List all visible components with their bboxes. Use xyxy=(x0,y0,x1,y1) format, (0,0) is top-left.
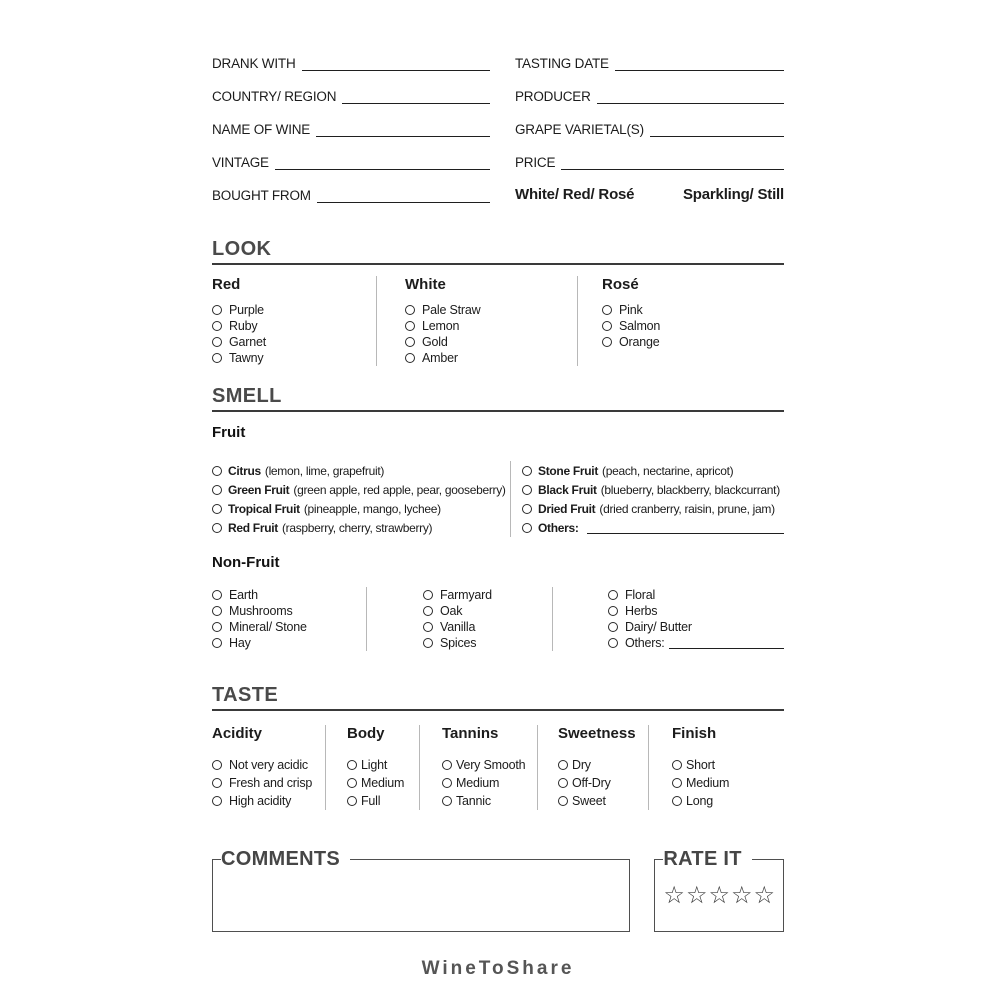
option-row-red-fruit[interactable] xyxy=(212,518,510,537)
option-row-lemon[interactable] xyxy=(405,318,577,334)
option-label: Black Fruit xyxy=(538,482,597,497)
option-row-tannic[interactable] xyxy=(442,792,537,810)
option-row-short[interactable] xyxy=(672,756,784,774)
country-region-label: COUNTRY/ REGION xyxy=(212,89,337,104)
option-row-floral[interactable] xyxy=(608,587,784,603)
option-label: Salmon xyxy=(619,319,661,333)
option-label: Dry xyxy=(572,758,591,772)
option-label: Pale Straw xyxy=(422,303,481,317)
radio-circle-icon[interactable] xyxy=(522,485,532,495)
option-label: Purple xyxy=(229,303,264,317)
field-vintage xyxy=(212,155,490,170)
option-label: Stone Fruit xyxy=(538,463,599,478)
country-region-input-line[interactable] xyxy=(342,91,490,104)
option-row-mineral-stone[interactable] xyxy=(212,619,366,635)
option-row-amber[interactable] xyxy=(405,350,577,366)
radio-circle-icon[interactable] xyxy=(602,321,612,331)
option-label: Mineral/ Stone xyxy=(229,620,307,634)
look-column-rose xyxy=(577,276,784,366)
option-label: Others: xyxy=(538,520,579,535)
option-desc: (raspberry, cherry, strawberry) xyxy=(281,520,433,535)
grape-varietals-input-line[interactable] xyxy=(650,124,784,137)
option-row-fruit-others[interactable] xyxy=(522,518,784,537)
fruit-columns xyxy=(212,461,784,537)
field-country-region xyxy=(212,89,490,104)
option-row-vanilla[interactable] xyxy=(423,619,552,635)
radio-circle-icon[interactable] xyxy=(522,504,532,514)
option-label: Fresh and crisp xyxy=(229,776,313,790)
look-section-title: LOOK xyxy=(212,238,272,260)
option-row-herbs[interactable] xyxy=(608,603,784,619)
option-label: Dairy/ Butter xyxy=(625,620,692,634)
rate-it-title: RATE IT xyxy=(663,848,742,870)
option-row-farmyard[interactable] xyxy=(423,587,552,603)
acidity-title: Acidity xyxy=(212,725,263,742)
option-label: Amber xyxy=(422,351,458,365)
bought-from-input-line[interactable] xyxy=(317,190,490,203)
option-row-orange[interactable] xyxy=(602,334,784,350)
wine-type-choice[interactable]: White/ Red/ Rosé xyxy=(515,186,635,203)
drank-with-input-line[interactable] xyxy=(302,58,491,71)
option-row-dry[interactable] xyxy=(558,756,648,774)
name-of-wine-input-line[interactable] xyxy=(316,124,490,137)
rose-column-title: Rosé xyxy=(602,276,639,293)
red-column-title: Red xyxy=(212,276,241,293)
option-label: Red Fruit xyxy=(228,520,278,535)
wine-type-row xyxy=(515,186,784,203)
header-right-column xyxy=(515,56,784,221)
price-label: PRICE xyxy=(515,155,556,170)
radio-circle-icon[interactable] xyxy=(212,353,222,363)
option-row-oak[interactable] xyxy=(423,603,552,619)
option-row-salmon[interactable] xyxy=(602,318,784,334)
radio-circle-icon[interactable] xyxy=(608,606,618,616)
radio-circle-icon[interactable] xyxy=(405,321,415,331)
option-label: Medium xyxy=(361,776,405,790)
option-label: Dried Fruit xyxy=(538,501,596,516)
radio-circle-icon[interactable] xyxy=(608,590,618,600)
taste-columns xyxy=(212,725,784,810)
radio-circle-icon[interactable] xyxy=(442,796,452,806)
radio-circle-icon[interactable] xyxy=(423,638,433,648)
sweetness-title: Sweetness xyxy=(558,725,636,742)
star-icon[interactable]: ☆ xyxy=(753,881,775,909)
radio-circle-icon[interactable] xyxy=(522,523,532,533)
option-row-full[interactable] xyxy=(347,792,419,810)
option-row-earth[interactable] xyxy=(212,587,366,603)
comments-text-area[interactable] xyxy=(221,870,621,922)
radio-circle-icon[interactable] xyxy=(608,622,618,632)
radio-circle-icon[interactable] xyxy=(347,778,357,788)
radio-circle-icon[interactable] xyxy=(672,778,682,788)
option-label: Pink xyxy=(619,303,643,317)
option-label: Floral xyxy=(625,588,656,602)
field-producer xyxy=(515,89,784,104)
option-row-tropical-fruit[interactable] xyxy=(212,499,510,518)
option-row-mushrooms[interactable] xyxy=(212,603,366,619)
taste-column-acidity xyxy=(212,725,325,810)
option-row-pale-straw[interactable] xyxy=(405,302,577,318)
tasting-date-label: TASTING DATE xyxy=(515,56,609,71)
radio-circle-icon[interactable] xyxy=(672,796,682,806)
radio-circle-icon[interactable] xyxy=(212,321,222,331)
bottom-row xyxy=(212,848,784,932)
fruit-column-left xyxy=(212,461,510,537)
option-label: Garnet xyxy=(229,335,267,349)
non-fruit-column-1 xyxy=(212,587,366,651)
radio-circle-icon[interactable] xyxy=(212,485,222,495)
option-label: Citrus xyxy=(228,463,261,478)
radio-circle-icon[interactable] xyxy=(442,778,452,788)
look-section-rule xyxy=(212,263,784,265)
radio-circle-icon[interactable] xyxy=(558,760,568,770)
star-icon[interactable]: ☆ xyxy=(708,881,730,909)
radio-circle-icon[interactable] xyxy=(212,606,222,616)
fruit-subtitle: Fruit xyxy=(212,424,246,441)
radio-circle-icon[interactable] xyxy=(405,337,415,347)
option-label: Ruby xyxy=(229,319,258,333)
radio-circle-icon[interactable] xyxy=(558,796,568,806)
white-column-title: White xyxy=(405,276,446,293)
option-label: Light xyxy=(361,758,388,772)
option-row-sweet[interactable] xyxy=(558,792,648,810)
option-desc: (dried cranberry, raisin, prune, jam) xyxy=(599,501,775,516)
radio-circle-icon[interactable] xyxy=(347,796,357,806)
star-icon[interactable]: ☆ xyxy=(730,881,753,909)
option-desc: (peach, nectarine, apricot) xyxy=(602,463,734,478)
radio-circle-icon[interactable] xyxy=(608,638,618,648)
radio-circle-icon[interactable] xyxy=(558,778,568,788)
tasting-date-input-line[interactable] xyxy=(615,58,784,71)
radio-circle-icon[interactable] xyxy=(602,305,612,315)
producer-input-line[interactable] xyxy=(597,91,784,104)
option-label: High acidity xyxy=(229,794,292,808)
radio-circle-icon[interactable] xyxy=(212,305,222,315)
finish-title: Finish xyxy=(672,725,717,742)
option-row-green-fruit[interactable] xyxy=(212,480,510,499)
taste-section-rule xyxy=(212,709,784,711)
bought-from-label: BOUGHT FROM xyxy=(212,188,311,203)
star-rating xyxy=(663,870,775,920)
option-label: Sweet xyxy=(572,794,606,808)
option-label: Not very acidic xyxy=(229,758,308,772)
radio-circle-icon[interactable] xyxy=(672,760,682,770)
option-label: Very Smooth xyxy=(456,758,526,772)
radio-circle-icon[interactable] xyxy=(212,760,222,770)
look-column-white xyxy=(376,276,577,366)
option-row-fresh-and-crisp[interactable] xyxy=(212,774,325,792)
smell-section-rule xyxy=(212,410,784,412)
radio-circle-icon[interactable] xyxy=(522,466,532,476)
field-price xyxy=(515,155,784,170)
field-bought-from xyxy=(212,188,490,203)
wine-style-choice[interactable]: Sparkling/ Still xyxy=(683,186,784,203)
radio-circle-icon[interactable] xyxy=(405,305,415,315)
nonfruit-others-input-line[interactable] xyxy=(669,638,784,649)
option-desc: (blueberry, blackberry, blackcurrant) xyxy=(600,482,780,497)
drank-with-label: DRANK WITH xyxy=(212,56,296,71)
radio-circle-icon[interactable] xyxy=(347,760,357,770)
brand-logo-text: WineToShare xyxy=(421,958,575,979)
option-row-dried-fruit[interactable] xyxy=(522,499,784,518)
fruit-column-right xyxy=(510,461,784,537)
comments-title: COMMENTS xyxy=(221,848,341,870)
body-title: Body xyxy=(347,725,385,742)
header-left-column xyxy=(212,56,490,221)
option-label: Vanilla xyxy=(440,620,476,634)
radio-circle-icon[interactable] xyxy=(212,590,222,600)
option-row-ruby[interactable] xyxy=(212,318,376,334)
radio-circle-icon[interactable] xyxy=(212,523,222,533)
option-row-gold[interactable] xyxy=(405,334,577,350)
radio-circle-icon[interactable] xyxy=(423,606,433,616)
star-icon[interactable]: ☆ xyxy=(663,881,685,909)
option-row-spices[interactable] xyxy=(423,635,552,651)
name-of-wine-label: NAME OF WINE xyxy=(212,122,311,137)
look-columns xyxy=(212,276,784,366)
comments-box xyxy=(212,848,630,932)
radio-circle-icon[interactable] xyxy=(212,796,222,806)
radio-circle-icon[interactable] xyxy=(602,337,612,347)
tannins-title: Tannins xyxy=(442,725,499,742)
sheet-content xyxy=(212,56,784,980)
option-label: Tropical Fruit xyxy=(228,501,300,516)
option-row-body-medium[interactable] xyxy=(347,774,419,792)
option-row-dairy-butter[interactable] xyxy=(608,619,784,635)
taste-column-finish xyxy=(648,725,784,810)
smell-section-title: SMELL xyxy=(212,385,282,407)
non-fruit-column-3 xyxy=(552,587,784,651)
taste-column-sweetness xyxy=(537,725,648,810)
option-label: Gold xyxy=(422,335,448,349)
option-label: Medium xyxy=(686,776,730,790)
look-column-red xyxy=(212,276,376,366)
option-row-finish-medium[interactable] xyxy=(672,774,784,792)
option-label: Spices xyxy=(440,636,477,650)
option-desc: (pineapple, mango, lychee) xyxy=(303,501,441,516)
option-label: Full xyxy=(361,794,381,808)
non-fruit-columns xyxy=(212,587,784,651)
radio-circle-icon[interactable] xyxy=(212,337,222,347)
field-drank-with xyxy=(212,56,490,71)
option-label: Earth xyxy=(229,588,258,602)
option-row-citrus[interactable] xyxy=(212,461,510,480)
option-label: Others: xyxy=(625,636,665,650)
option-label: Green Fruit xyxy=(228,482,290,497)
option-row-pink[interactable] xyxy=(602,302,784,318)
option-row-very-smooth[interactable] xyxy=(442,756,537,774)
radio-circle-icon[interactable] xyxy=(212,622,222,632)
non-fruit-subtitle: Non-Fruit xyxy=(212,554,280,571)
vintage-label: VINTAGE xyxy=(212,155,269,170)
option-label: Herbs xyxy=(625,604,658,618)
field-name-of-wine xyxy=(212,122,490,137)
option-label: Off-Dry xyxy=(572,776,611,790)
radio-circle-icon[interactable] xyxy=(212,504,222,514)
option-label: Lemon xyxy=(422,319,460,333)
option-label: Medium xyxy=(456,776,500,790)
option-row-purple[interactable] xyxy=(212,302,376,318)
vintage-input-line[interactable] xyxy=(275,157,490,170)
star-icon[interactable]: ☆ xyxy=(685,881,708,909)
option-row-stone-fruit[interactable] xyxy=(522,461,784,480)
option-label: Tannic xyxy=(456,794,491,808)
grape-varietals-label: GRAPE VARIETAL(S) xyxy=(515,122,644,137)
option-row-tawny[interactable] xyxy=(212,350,376,366)
option-desc: (green apple, red apple, pear, gooseberry) xyxy=(293,482,506,497)
option-row-long[interactable] xyxy=(672,792,784,810)
taste-section-title: TASTE xyxy=(212,684,279,706)
option-label: Hay xyxy=(229,636,251,650)
option-row-nonfruit-others[interactable] xyxy=(608,635,784,651)
option-desc: (lemon, lime, grapefruit) xyxy=(264,463,385,478)
radio-circle-icon[interactable] xyxy=(442,760,452,770)
field-tasting-date xyxy=(515,56,784,71)
option-label: Long xyxy=(686,794,714,808)
option-row-tannins-medium[interactable] xyxy=(442,774,537,792)
price-input-line[interactable] xyxy=(561,157,784,170)
taste-column-tannins xyxy=(419,725,537,810)
option-row-off-dry[interactable] xyxy=(558,774,648,792)
radio-circle-icon[interactable] xyxy=(212,466,222,476)
fruit-others-input-line[interactable] xyxy=(587,522,784,534)
radio-circle-icon[interactable] xyxy=(212,638,222,648)
option-row-high-acidity[interactable] xyxy=(212,792,325,810)
option-label: Mushrooms xyxy=(229,604,293,618)
producer-label: PRODUCER xyxy=(515,89,591,104)
option-label: Orange xyxy=(619,335,660,349)
radio-circle-icon[interactable] xyxy=(423,622,433,632)
option-row-garnet[interactable] xyxy=(212,334,376,350)
option-label: Short xyxy=(686,758,715,772)
option-label: Tawny xyxy=(229,351,264,365)
non-fruit-column-2 xyxy=(366,587,552,651)
option-label: Oak xyxy=(440,604,463,618)
radio-circle-icon[interactable] xyxy=(212,778,222,788)
taste-column-body xyxy=(325,725,419,810)
radio-circle-icon[interactable] xyxy=(405,353,415,363)
header-form xyxy=(212,56,784,221)
rate-it-box xyxy=(654,848,784,932)
option-row-not-very-acidic[interactable] xyxy=(212,756,325,774)
option-row-black-fruit[interactable] xyxy=(522,480,784,499)
option-row-light[interactable] xyxy=(347,756,419,774)
option-row-hay[interactable] xyxy=(212,635,366,651)
radio-circle-icon[interactable] xyxy=(423,590,433,600)
option-label: Farmyard xyxy=(440,588,492,602)
field-grape-varietals xyxy=(515,122,784,137)
